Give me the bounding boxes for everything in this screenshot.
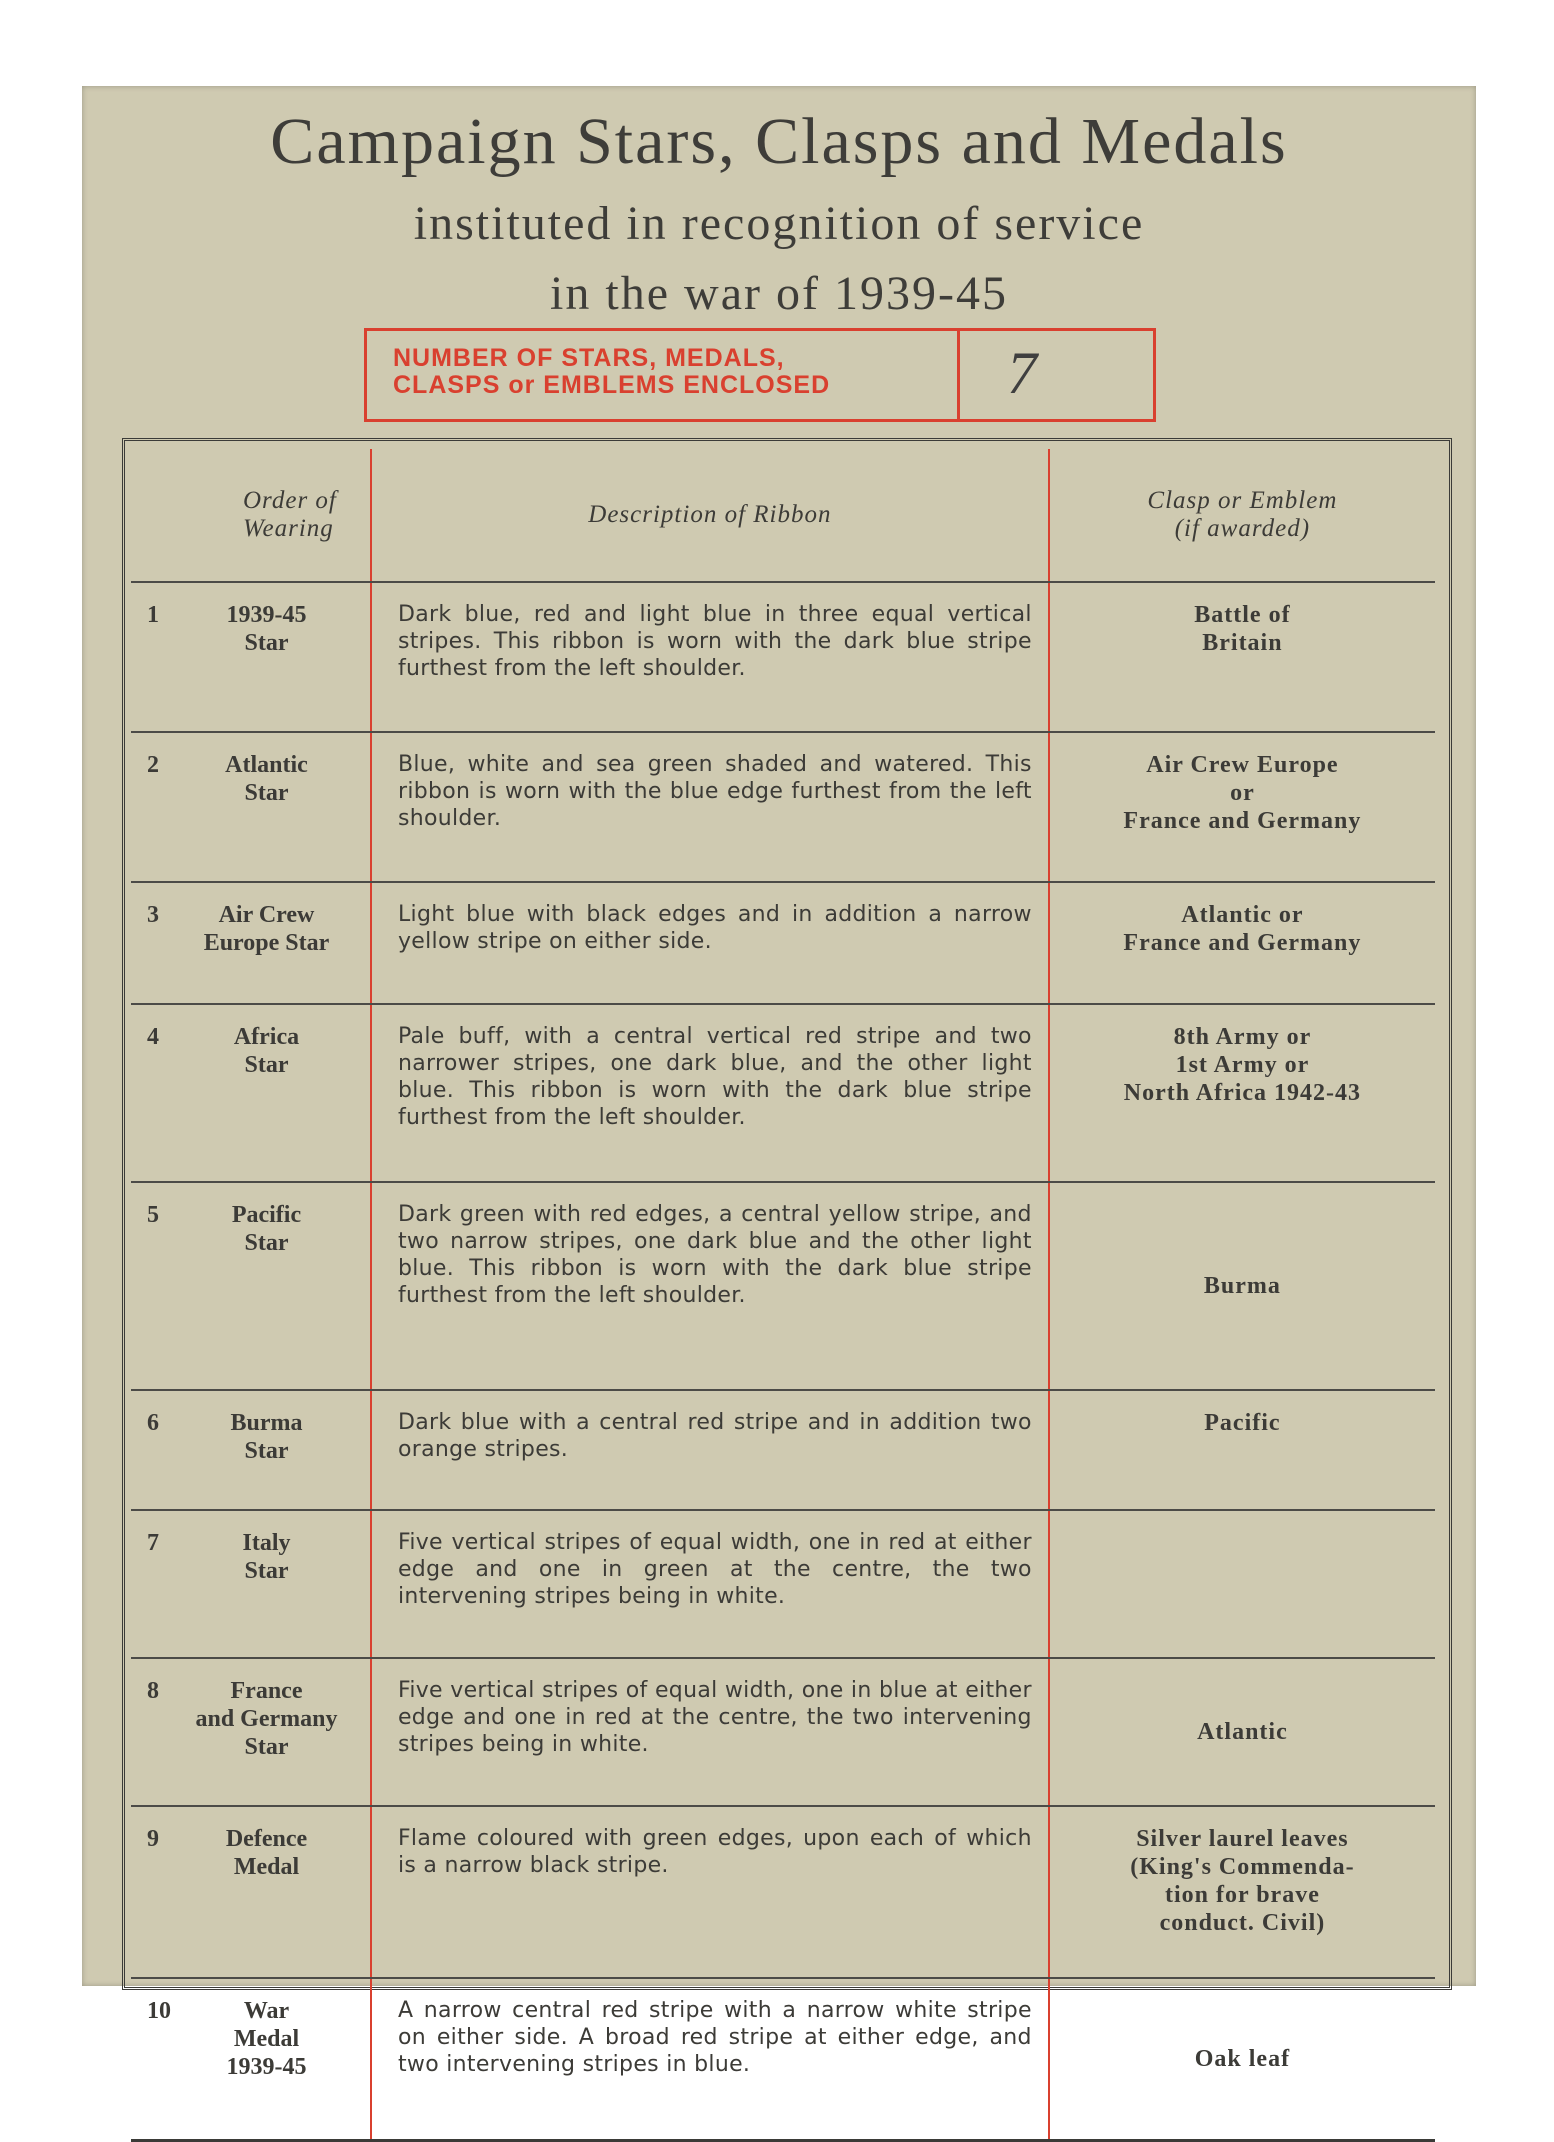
- order-number: 10: [147, 1998, 171, 2024]
- clasp-line3: North Africa 1942-43: [1123, 1080, 1362, 1106]
- table-row: [131, 1978, 1435, 2141]
- award-name-line1: War: [243, 1998, 290, 2024]
- clasp-cell: [1049, 1004, 1435, 1182]
- clasp-line2: or: [1230, 780, 1255, 806]
- order-number: 6: [147, 1410, 159, 1436]
- clasp-line1: Silver laurel leaves: [1136, 1826, 1349, 1852]
- enclosed-count-label: [393, 345, 830, 399]
- enclosed-count-value: 7: [1007, 340, 1037, 406]
- award-name-line1: Defence: [225, 1826, 308, 1852]
- clasp-line1: 8th Army or: [1173, 1024, 1312, 1050]
- ribbon-table: [131, 449, 1435, 2142]
- order-cell: [131, 1806, 371, 1978]
- enclosed-label-line1: NUMBER OF STARS, MEDALS,: [393, 344, 785, 372]
- table-row: [131, 1390, 1435, 1510]
- document-sheet: [82, 86, 1476, 2080]
- table-header-row: [131, 449, 1435, 582]
- ribbon-description: A narrow central red stripe with a narrow white stripe on either side. A broad red stripe at either edge, and two intervening stripes in blue.: [371, 1978, 1049, 2141]
- award-name-line2: Europe Star: [203, 930, 330, 956]
- ribbon-description: Five vertical stripes of equal width, one in blue at either edge and one in red at the centre, the two intervening stripes being in white.: [371, 1658, 1049, 1806]
- ribbon-description: Five vertical stripes of equal width, one in red at either edge and one in green at the centre, the two intervening stripes being in white.: [371, 1510, 1049, 1658]
- clasp-line1: Pacific: [1204, 1410, 1281, 1436]
- ribbon-description: Light blue with black edges and in addition a narrow yellow stripe on either side.: [371, 882, 1049, 1004]
- clasp-cell: [1049, 732, 1435, 882]
- award-name-line2: Star: [244, 1052, 289, 1078]
- award-name-line1: Pacific: [231, 1202, 302, 1228]
- order-number: 3: [147, 902, 159, 928]
- clasp-cell: [1049, 1390, 1435, 1510]
- header-order-line1: Order of: [243, 487, 337, 514]
- enclosed-label-line2: CLASPS or EMBLEMS ENCLOSED: [393, 371, 831, 399]
- award-name-line2: Star: [244, 1438, 289, 1464]
- clasp-line3: France and Germany: [1123, 808, 1362, 834]
- order-cell: [131, 1510, 371, 1658]
- clasp-cell: [1049, 1510, 1435, 1658]
- clasp-cell: [1049, 1182, 1435, 1390]
- clasp-line1: Atlantic: [1197, 1719, 1288, 1745]
- ribbon-description: Dark green with red edges, a central yellow stripe, and two narrow stripes, one dark blue and the other light blue. This ribbon is worn with the dark blue stripe furthest from the left shoulder.: [371, 1182, 1049, 1390]
- table-row: [131, 882, 1435, 1004]
- ribbon-description: Flame coloured with green edges, upon each of which is a narrow black stripe.: [371, 1806, 1049, 1978]
- clasp-cell: [1049, 1658, 1435, 1806]
- award-name-line1: France: [230, 1678, 303, 1704]
- award-name-line1: Air Crew: [218, 902, 315, 928]
- order-cell: [131, 1390, 371, 1510]
- order-cell: [131, 1004, 371, 1182]
- order-cell: [131, 732, 371, 882]
- award-name-line3: Star: [244, 1734, 289, 1760]
- order-number: 7: [147, 1530, 159, 1556]
- document-subtitle-line2: in the war of 1939-45: [550, 267, 1008, 320]
- document-subtitle-line1: instituted in recognition of service: [413, 197, 1145, 250]
- header-clasp-line1: Clasp or Emblem: [1147, 487, 1338, 514]
- order-number: 8: [147, 1678, 159, 1704]
- table-row: [131, 1806, 1435, 1978]
- header-description: Description of Ribbon: [371, 449, 1049, 582]
- clasp-line2: 1st Army or: [1175, 1052, 1310, 1078]
- header-order-of-wearing: [131, 449, 371, 582]
- document-title: Campaign Stars, Clasps and Medals: [270, 105, 1288, 178]
- table-row: [131, 1510, 1435, 1658]
- clasp-line2: (King's Commenda-: [1130, 1854, 1355, 1880]
- clasp-line3: tion for brave: [1164, 1882, 1320, 1908]
- award-name-line1: Italy: [242, 1530, 291, 1556]
- award-name-line2: Star: [244, 1230, 289, 1256]
- clasp-line2: Britain: [1202, 630, 1283, 656]
- clasp-cell: [1049, 882, 1435, 1004]
- order-number: 2: [147, 752, 159, 778]
- table-row: [131, 582, 1435, 732]
- clasp-cell: [1049, 582, 1435, 732]
- award-name-line2: Star: [244, 630, 289, 656]
- table-row: [131, 732, 1435, 882]
- ribbon-description: Dark blue, red and light blue in three equal vertical stripes. This ribbon is worn with the dark blue stripe furthest from the left shoulder.: [371, 582, 1049, 732]
- ribbon-description: Dark blue with a central red stripe and in addition two orange stripes.: [371, 1390, 1049, 1510]
- clasp-line1: Air Crew Europe: [1146, 752, 1339, 778]
- award-name-line1: Burma: [230, 1410, 303, 1436]
- clasp-line1: Atlantic or: [1181, 902, 1304, 928]
- award-name-line2: Medal: [233, 1854, 300, 1880]
- header-clasp-line2: (if awarded): [1174, 515, 1311, 542]
- enclosed-count-box: [364, 328, 1156, 422]
- order-number: 9: [147, 1826, 159, 1852]
- clasp-line1: Battle of: [1194, 602, 1291, 628]
- table-row: [131, 1182, 1435, 1390]
- award-name-line2: Star: [244, 780, 289, 806]
- award-name-line2: Star: [244, 1558, 289, 1584]
- clasp-line4: conduct. Civil): [1159, 1910, 1326, 1936]
- award-name-line1: Atlantic: [225, 752, 308, 778]
- order-number: 1: [147, 602, 159, 628]
- table-row: [131, 1004, 1435, 1182]
- award-name-line1: Africa: [233, 1024, 300, 1050]
- clasp-line2: France and Germany: [1123, 930, 1362, 956]
- ribbon-description: Blue, white and sea green shaded and watered. This ribbon is worn with the blue edge furthest from the left shoulder.: [371, 732, 1049, 882]
- order-number: 4: [147, 1024, 159, 1050]
- order-cell: [131, 882, 371, 1004]
- header-order-line2: Wearing: [243, 515, 334, 542]
- clasp-line1: Burma: [1203, 1273, 1281, 1299]
- table-row: [131, 1658, 1435, 1806]
- clasp-line1: Oak leaf: [1194, 2046, 1291, 2072]
- award-name-line2: Medal: [233, 2026, 300, 2052]
- ribbon-description: Pale buff, with a central vertical red stripe and two narrower stripes, one dark blue, and the other light blue. This ribbon is worn with the dark blue stripe furthest from the left shoulder.: [371, 1004, 1049, 1182]
- clasp-cell: [1049, 1806, 1435, 1978]
- award-name-line2: and Germany: [195, 1706, 338, 1732]
- order-cell: [131, 1182, 371, 1390]
- header-clasp-emblem: [1049, 449, 1435, 582]
- clasp-cell: [1049, 1978, 1435, 2141]
- order-number: 5: [147, 1202, 159, 1228]
- award-name-line3: 1939-45: [226, 2054, 307, 2080]
- award-name-line1: 1939-45: [226, 602, 307, 628]
- enclosed-box-divider: [957, 331, 960, 419]
- order-cell: [131, 1658, 371, 1806]
- ribbon-table-frame: [122, 438, 1452, 2080]
- order-cell: [131, 582, 371, 732]
- order-cell: [131, 1978, 371, 2141]
